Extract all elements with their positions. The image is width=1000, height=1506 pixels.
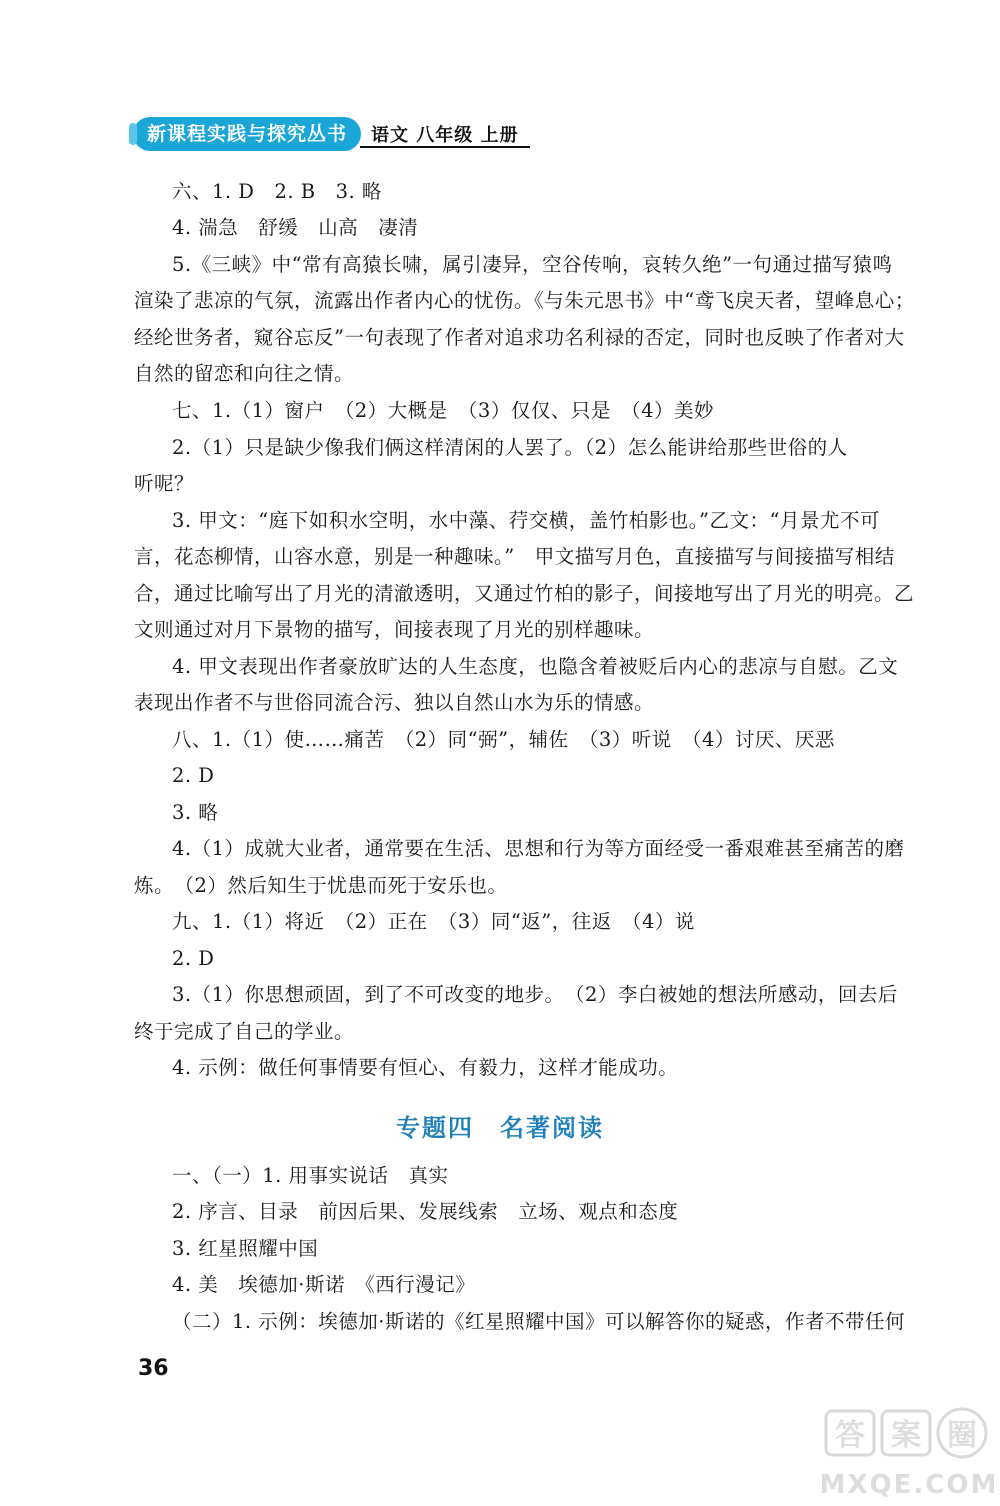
answer-line: 2. D <box>172 764 215 787</box>
subject-label: 语文 八年级 上册 <box>371 125 519 146</box>
svg-text:答: 答 <box>835 1418 865 1453</box>
answer-line: 3. 略 <box>172 801 219 824</box>
answer-line: 合，通过比喻写出了月光的清澈透明，又通过竹柏的影子，间接地写出了月光的明亮。乙 <box>134 582 915 605</box>
svg-text:MXQE.COM: MXQE.COM <box>820 1470 998 1500</box>
answer-line: 渲染了悲凉的气氛，流露出作者内心的忧伤。《与朱元思书》中“鸢飞戾天者，望峰息心； <box>134 289 915 312</box>
answer-line: 4. 甲文表现出作者豪放旷达的人生态度，也隐含着被贬后内心的悲凉与自慰。乙文 <box>172 655 899 678</box>
answer-line: 经纶世务者，窥谷忘反”一句表现了作者对追求功名利禄的否定，同时也反映了作者对大 <box>134 326 905 349</box>
answer-line: 表现出作者不与世俗同流合污、独以自然山水为乐的情感。 <box>134 691 655 714</box>
answer-line: 终于完成了自己的学业。 <box>134 1020 355 1043</box>
page-number: 36 <box>138 1356 169 1381</box>
answer-line: 4.（1）成就大业者，通常要在生活、思想和行为等方面经受一番艰难甚至痛苦的磨 <box>172 837 905 860</box>
answer-line: （二）1. 示例：埃德加·斯诺的《红星照耀中国》可以解答你的疑惑，作者不带任何 <box>172 1310 906 1333</box>
answer-line: 2. 序言、目录 前因后果、发展线索 立场、观点和态度 <box>172 1200 679 1223</box>
answer-line: 言，花态柳情，山容水意，别是一种趣味。” 甲文描写月色，直接描写与间接描写相结 <box>134 545 895 568</box>
answer-line: 4. 美 埃德加·斯诺 《西行漫记》 <box>172 1273 476 1296</box>
answer-line: 自然的留恋和向往之情。 <box>134 362 355 385</box>
header-underline <box>360 146 530 148</box>
answer-line: 文则通过对月下景物的描写，间接表现了月光的别样趣味。 <box>134 618 655 641</box>
answer-line: 2. D <box>172 947 215 970</box>
series-badge: 新课程实践与探究丛书 <box>133 117 361 151</box>
answer-line: 3. 红星照耀中国 <box>172 1237 319 1260</box>
answer-line: 3. 甲文：“庭下如积水空明，水中藻、荇交横，盖竹柏影也。”乙文：“月景尤不可 <box>172 509 880 532</box>
answer-line: 2.（1）只是缺少像我们俩这样清闲的人罢了。（2）怎么能讲给那些世俗的人 <box>172 436 848 459</box>
answer-line: 5.《三峡》中“常有高猿长啸，属引凄异，空谷传响，哀转久绝”一句通过描写猿鸣 <box>172 253 893 276</box>
answer-line: 听呢？ <box>134 472 195 495</box>
section-title: 专题四 名著阅读 <box>396 1114 604 1142</box>
answer-line: 4. 湍急 舒缓 山高 凄清 <box>172 216 419 239</box>
answer-line: 3.（1）你思想顽固，到了不可改变的地步。 （2）李白被她的想法所感动，回去后 <box>172 983 898 1006</box>
answer-line: 一、（一）1. 用事实说话 真实 <box>172 1164 449 1187</box>
answer-line: 八、1.（1）使……痛苦 （2）同“弼”，辅佐 （3）听说 （4）讨厌、厌恶 <box>172 728 835 751</box>
answer-line: 七、1.（1）窗户 （2）大概是 （3）仅仅、只是 （4）美妙 <box>172 399 714 422</box>
svg-text:案: 案 <box>891 1418 921 1453</box>
answer-line: 六、1. D 2. B 3. 略 <box>172 180 382 203</box>
answer-line: 4. 示例：做任何事情要有恒心、有毅力，这样才能成功。 <box>172 1056 679 1079</box>
answer-line: 炼。 （2）然后知生于忧患而死于安乐也。 <box>134 874 508 897</box>
answer-line: 九、1.（1）将近 （2）正在 （3）同“返”，往返 （4）说 <box>172 910 695 933</box>
watermark-logo <box>820 1405 998 1503</box>
svg-text:圈: 圈 <box>947 1418 977 1453</box>
